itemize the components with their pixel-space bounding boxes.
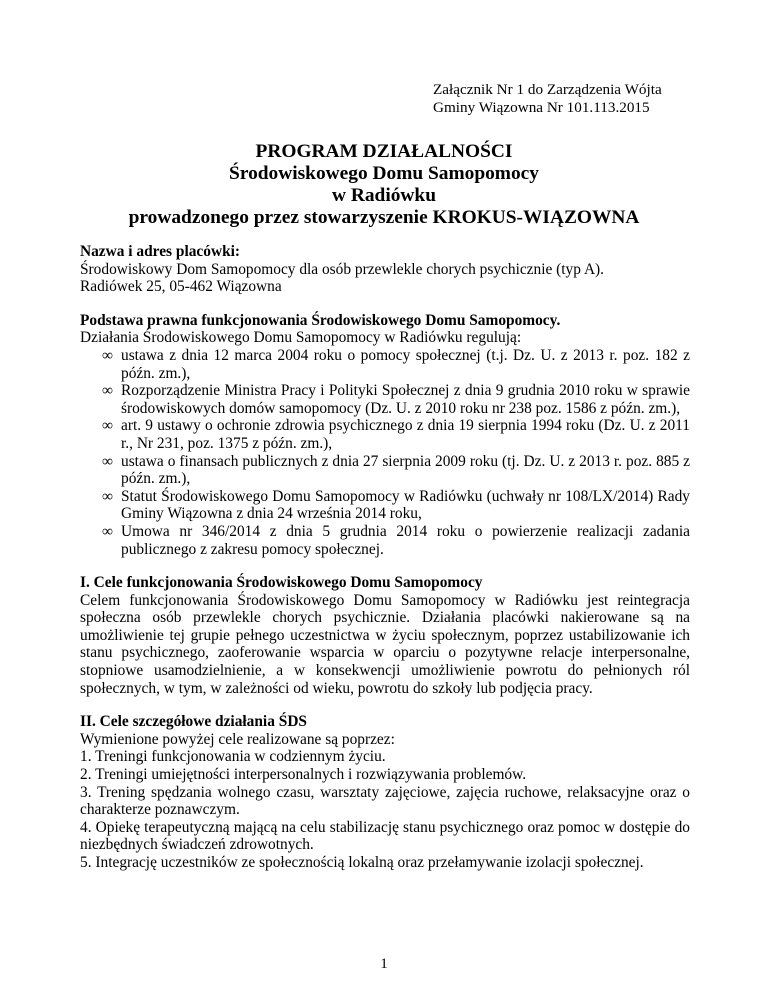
list-item [80,347,690,382]
list-item: 5. Integrację uczestników ze społecznością lokalną oraz przełamywanie izolacji społecznej. [80,854,644,871]
document-title [0,141,768,229]
infinity-bullet-icon: ∞ [102,452,113,470]
list-item: 2. Treningi umiejętności interpersonalnych i rozwiązywania problemów. [80,766,527,784]
legal-item-text: Statut Środowiskowego Domu Samopomocy w Radiówku (uchwały nr 108/LX/2014) Rady Gminy Wiązowna z dnia 24 września 2014 roku, [121,487,690,523]
title-line-3: w Radiówku [332,185,436,206]
list-item [80,417,690,452]
document-body [80,243,690,872]
title-line-2: Środowiskowego Domu Samopomocy [229,163,539,184]
legal-item-text: ustawa o finansach publicznych z dnia 27 sierpnia 2009 roku (tj. Dz. U. z 2013 r. poz. 885 z późn. zm.), [121,452,690,488]
facility-address: Radiówek 25, 05-462 Wiązowna [80,278,282,296]
list-item [80,453,690,488]
page-number: 1 [380,956,388,972]
legal-section [80,312,690,558]
list-item [80,382,690,417]
section-2-intro: Wymienione powyżej cele realizowane są poprzez: [80,730,395,748]
list-item: 1. Treningi funkcjonowania w codziennym życiu. [80,748,386,766]
annex-line-1: Załącznik Nr 1 do Zarządzenia Wójta [433,81,662,98]
legal-item-text: Rozporządzenie Ministra Pracy i Polityki Społecznej z dnia 9 grudnia 2010 roku w sprawie środowiskowych domów samopomocy (Dz. U. z 2010 roku nr 238 poz. 1586 z późn. zm.), [121,382,690,417]
legal-item-text: ustawa z dnia 12 marca 2004 roku o pomocy społecznej (t.j. Dz. U. z 2013 r. poz. 182 z późn. zm.), [121,346,690,382]
infinity-bullet-icon: ∞ [102,522,113,540]
facility-heading: Nazwa i adres placówki: [80,243,241,260]
facility-section [80,243,690,296]
legal-item-text: Umowa nr 346/2014 z dnia 5 grudnia 2014 roku o powierzenie realizacji zadania publicznego z zakresu pomocy społecznej. [121,522,690,558]
list-item [80,488,690,523]
title-line-1: PROGRAM DZIAŁALNOŚCI [255,141,513,162]
infinity-bullet-icon: ∞ [102,417,113,435]
list-item: 3. Trening spędzania wolnego czasu, warsztaty zajęciowe, zajęcia ruchowe, relaksacyjne oraz o charakterze poznawczym. [80,783,690,819]
legal-list [80,347,690,558]
list-item: 4. Opiekę terapeutyczną mającą na celu stabilizację stanu psychicznego oraz pomoc w dostępie do niezbędnych świadczeń zdrowotnych. [80,818,690,854]
section-1-text: Celem funkcjonowania Środowiskowego Domu Samopomocy w Radiówku jest reintegracja społeczna osób przewlekle chorych psychicznie. Działania placówki nakierowane są na umożliwienie tej grupie pełnego uczestnictwa w życiu społecznym, poprzez ustabilizowanie ich stanu psychicznego, zaoferowanie wsparcia w oparciu o pozytywne relacje interpersonalne, stopniowe usamodzielnienie, a w konsekwencji umożliwienie powrotu do pełnionych ról społecznych, w tym, w zależności od wieku, powrotu do szkoły lub podjęcia pracy. [80,591,690,697]
title-line-4: prowadzonego przez stowarzyszenie KROKUS-WIĄZOWNA [128,207,640,228]
section-1-heading: I. Cele funkcjonowania Środowiskowego Domu Samopomocy [80,574,483,592]
annex-line-2: Gminy Wiązowna Nr 101.113.2015 [433,98,650,116]
section-2 [80,713,690,871]
legal-item-text: art. 9 ustawy o ochronie zdrowia psychicznego z dnia 19 sierpnia 1994 roku (Dz. U. z 2011 r., Nr 231, poz. 1375 z późn. zm.), [121,417,690,452]
legal-intro: Działania Środowiskowego Domu Samopomocy w Radiówku regulują: [80,329,522,347]
infinity-bullet-icon: ∞ [102,487,113,505]
infinity-bullet-icon: ∞ [102,382,113,400]
list-item [80,523,690,558]
section-2-heading: II. Cele szczegółowe działania ŚDS [80,713,307,731]
annex-note [433,81,662,116]
facility-name: Środowiskowy Dom Samopomocy dla osób przewlekle chorych psychicznie (typ A). [80,260,605,278]
legal-heading: Podstawa prawna funkcjonowania Środowiskowego Domu Samopomocy. [80,311,561,329]
section-1 [80,574,690,697]
infinity-bullet-icon: ∞ [102,346,113,364]
